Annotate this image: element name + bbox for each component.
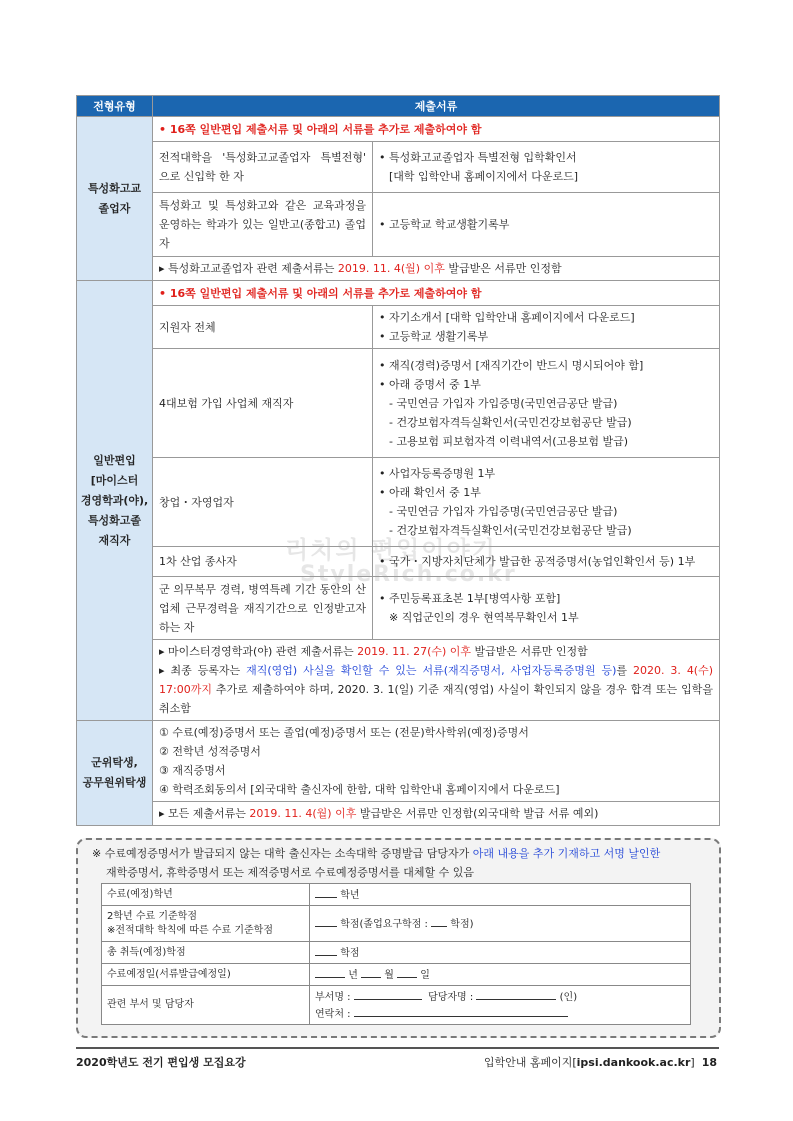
table-header [77, 96, 720, 117]
category-general-transfer: 일반편입 [마이스터 경영학과(야), 특성화고졸 재직자 [77, 281, 153, 721]
sec2-row5-right: • 주민등록표초본 1부[병역사항 포함] ※ 직업군인의 경우 현역복무확인서 1부 [373, 577, 720, 640]
watermark-line2: StyleRich.co.kr [300, 562, 517, 587]
sec1-row2-right: • 고등학교 학교생활기록부 [373, 193, 720, 257]
form-value-date: 년 월 일 [310, 964, 691, 986]
header-type: 전형유형 [77, 96, 153, 117]
header-docs: 제출서류 [153, 96, 720, 117]
form-label-grade: 수료(예정)학년 [102, 884, 310, 906]
sec2-row5-left: 군 의무복무 경력, 병역특례 기간 동안의 산업체 근무경력을 재직기간으로 인정받고자 하는 자 [153, 577, 373, 640]
sec2-row1-left: 지원자 전체 [153, 306, 373, 349]
sec1-row1-right: • 특성화고교졸업자 특별전형 입학확인서 [대학 입학안내 홈페이지에서 다운로드] [373, 142, 720, 193]
sec1-row1-left: 전적대학을 '특성화고교졸업자 특별전형' 으로 신입학 한 자 [153, 142, 373, 193]
form-value-contact: 부서명 : 담당자명 : (인) 연락처 : [310, 986, 691, 1025]
sec2-row4-left: 1차 산업 종사자 [153, 547, 373, 577]
form-value-grade: 학년 [310, 884, 691, 906]
sec2-row3-right: • 사업자등록증명원 1부 • 아래 확인서 중 1부 - 국민연금 가입자 가입증명(국민연금공단 발급) - 건강보험자격득실확인서(국민건강보험공단 발급) [373, 458, 720, 547]
form-label-credits: 2학년 수료 기준학점 ※전적대학 학칙에 따른 수료 기준학점 [102, 906, 310, 942]
footer-info: 입학안내 홈페이지[ipsi.dankook.ac.kr] 18 [483, 1056, 717, 1069]
form-value-total: 학점 [310, 942, 691, 964]
completion-note-text: ※ 수료예정증명서가 발급되지 않는 대학 출신자는 소속대학 증명발급 담당자가 아래 내용을 추가 기재하고 서명 날인한 재학증명서, 휴학증명서 또는 제적증명서로 수료예정증명서를 대체할 수 있음 [92, 847, 661, 879]
category-specialized-highschool: 특성화고교 졸업자 [77, 117, 153, 281]
sec2-row3-left: 창업・자영업자 [153, 458, 373, 547]
form-label-date: 수료예정일(서류발급예정일) [102, 964, 310, 986]
sec2-notice: • 16쪽 일반편입 제출서류 및 아래의 서류를 추가로 제출하여야 함 [153, 281, 720, 306]
form-label-total: 총 취득(예정)학점 [102, 942, 310, 964]
sec2-row1-right: • 자기소개서 [대학 입학안내 홈페이지에서 다운로드] • 고등학교 생활기록부 [373, 306, 720, 349]
sec1-footer: ▸ 특성화고교졸업자 관련 제출서류는 2019. 11. 4(월) 이후 발급받은 서류만 인정함 [153, 257, 720, 281]
sec3-footer: ▸ 모든 제출서류는 2019. 11. 4(월) 이후 발급받은 서류만 인정함(외국대학 발급 서류 예외) [153, 802, 720, 826]
sec2-row2-right: • 재직(경력)증명서 [재직기간이 반드시 명시되어야 함] • 아래 증명서 중 1부 - 국민연금 가입자 가입증명(국민연금공단 발급) - 건강보험자격득실확인서(국민건강보험공단 발급) - 고용보험 피보험자격 이력내역서(고용보험 발급) [373, 349, 720, 458]
footer-title: 2020학년도 전기 편입생 모집요강 [76, 1056, 246, 1069]
sec2-row4-right: • 국가・지방자치단체가 발급한 공적증명서(농업인확인서 등) 1부 [373, 547, 720, 577]
category-military-civil: 군위탁생, 공무원위탁생 [77, 721, 153, 826]
sec3-items: ① 수료(예정)증명서 또는 졸업(예정)증명서 또는 (전문)학사학위(예정)증명서 ② 전학년 성적증명서 ③ 재직증명서 ④ 학력조회동의서 [외국대학 출신자에 한함, 대학 입학안내 홈페이지에서 다운로드] [153, 721, 720, 802]
page-number: 18 [701, 1056, 717, 1069]
sec1-notice: • 16쪽 일반편입 제출서류 및 아래의 서류를 추가로 제출하여야 함 [153, 117, 720, 142]
completion-form-table [101, 883, 691, 1025]
document-table [76, 95, 720, 826]
sec2-footer: ▸ 마이스터경영학과(야) 관련 제출서류는 2019. 11. 27(수) 이후 발급받은 서류만 인정함 ▸ 최종 등록자는 재직(영업) 사실을 확인할 수 있는 서류(재직증명서, 사업자등록증명원 등)를 2020. 3. 4(수) 17:00까지 추가로 제출하여야 하며, 2020. 3. 1(일) 기준 재직(영업) 사실이 확인되지 않을 경우 합격 또는 입학을 취소함 [153, 640, 720, 721]
sec1-row2-left: 특성화고 및 특성화고와 같은 교육과정을 운영하는 학과가 있는 일반고(종합고) 졸업자 [153, 193, 373, 257]
footer-divider [76, 1047, 719, 1049]
sec2-row2-left: 4대보험 가입 사업체 재직자 [153, 349, 373, 458]
form-label-contact: 관련 부서 및 담당자 [102, 986, 310, 1025]
form-value-credits: 학점(졸업요구학점 : 학점) [310, 906, 691, 942]
watermark-line1: 리치의 편입이야기 [285, 536, 497, 564]
